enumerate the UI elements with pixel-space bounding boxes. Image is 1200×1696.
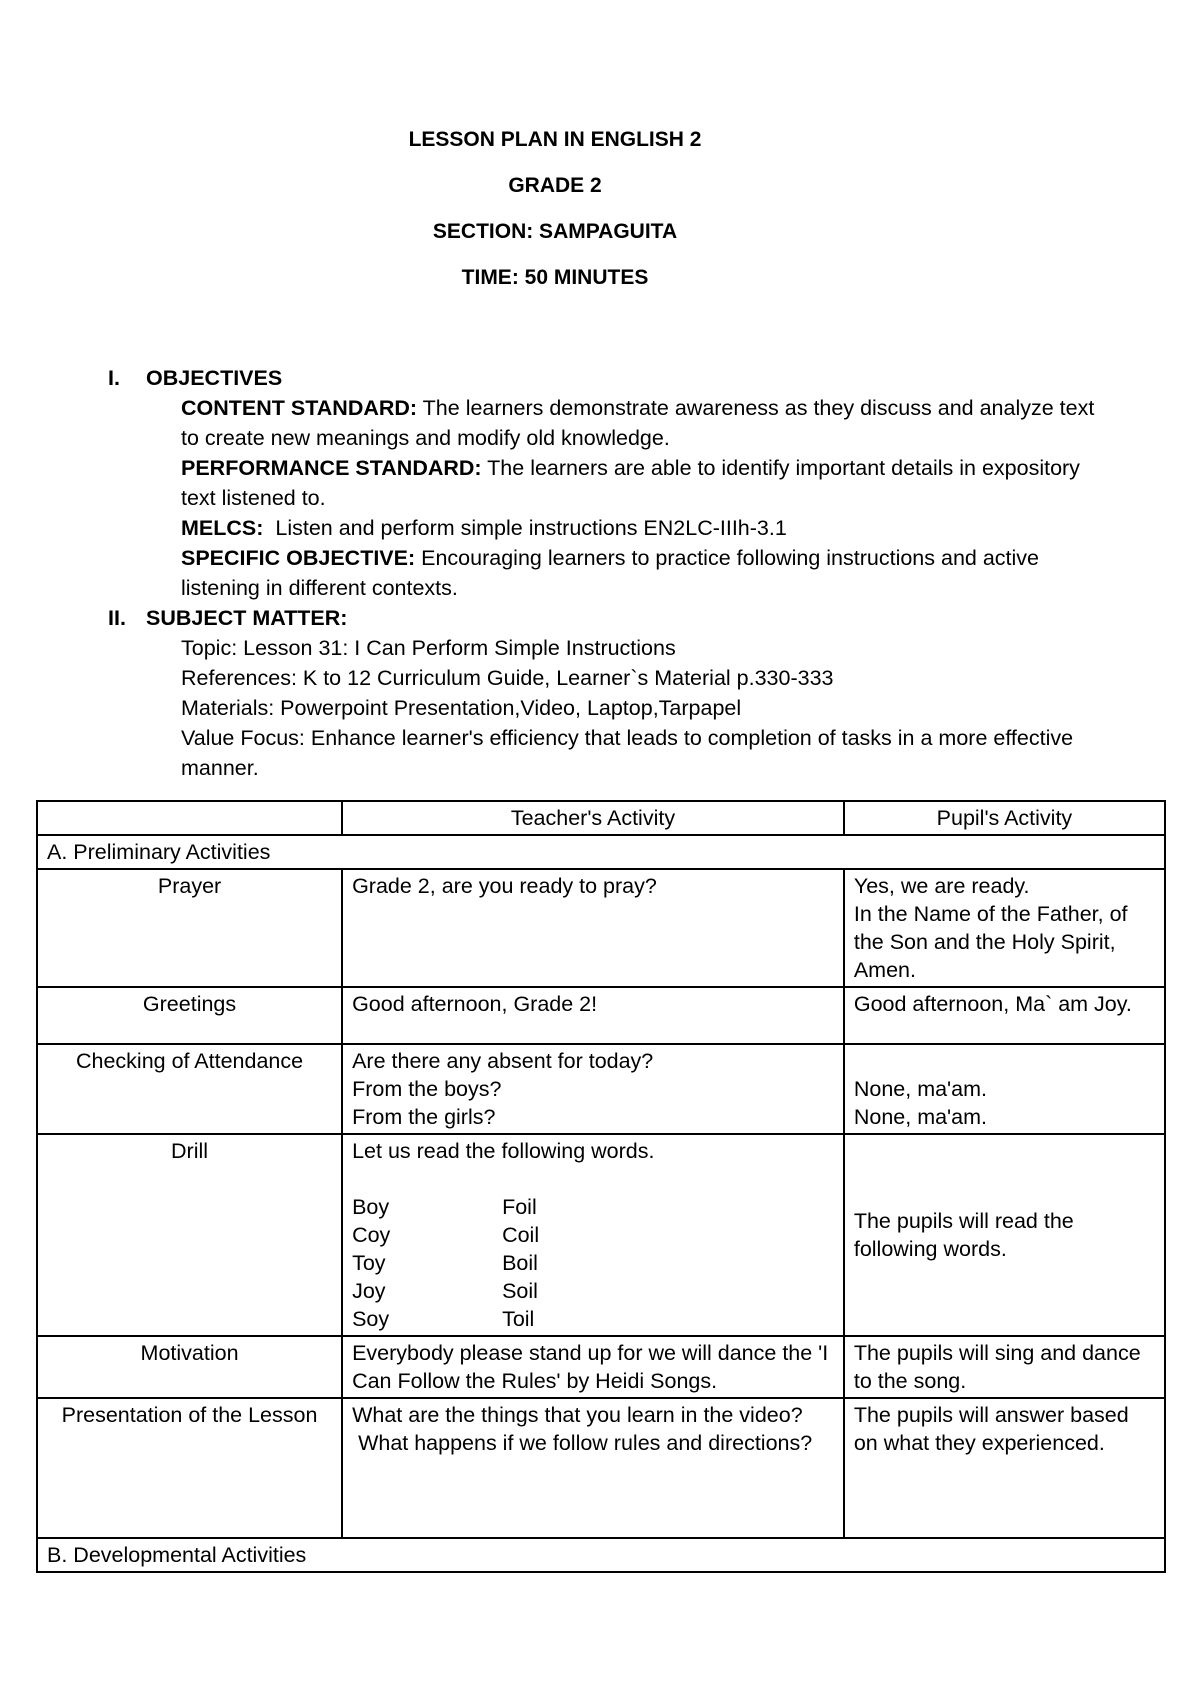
drill-intro: Let us read the following words.: [352, 1139, 655, 1163]
preliminary-activities-label: A. Preliminary Activities: [37, 835, 1165, 869]
time-line: TIME: 50 MINUTES: [461, 266, 649, 289]
table-row: [37, 869, 1165, 987]
objectives-body: [108, 393, 1108, 603]
section-row: [37, 1538, 1165, 1572]
word: Soil: [502, 1279, 538, 1303]
melcs: [181, 513, 1108, 543]
prayer-pupil-line-2: In the Name of the Father, of the Son and the Holy Spirit, Amen.: [853, 902, 1128, 982]
motivation-label: Motivation: [37, 1336, 342, 1398]
drill-teacher: [342, 1134, 844, 1336]
word: Coy: [352, 1223, 391, 1247]
section-line: SECTION: SAMPAGUITA: [432, 220, 678, 243]
drill-pupil-text: The pupils will read the following words.: [853, 1209, 1074, 1261]
attendance-label: Checking of Attendance: [37, 1044, 342, 1134]
melcs-text: Listen and perform simple instructions EN2LC-IIIh-3.1: [263, 516, 787, 540]
presentation-teacher: [342, 1398, 844, 1538]
objectives-heading-text: OBJECTIVES: [146, 366, 283, 390]
table-header-row: [37, 801, 1165, 835]
pupil-activity-header: Pupil's Activity: [844, 801, 1165, 835]
motivation-pupil: The pupils will sing and dance to the song.: [844, 1336, 1165, 1398]
presentation-label: Presentation of the Lesson: [37, 1398, 342, 1538]
performance-standard-label: PERFORMANCE STANDARD:: [181, 456, 482, 480]
word: Foil: [502, 1195, 537, 1219]
subject-matter-number: II.: [108, 606, 126, 630]
developmental-activities-label: B. Developmental Activities: [37, 1538, 1165, 1572]
attendance-pupil-line-2: None, ma'am.: [853, 1105, 988, 1129]
document-title: LESSON PLAN IN ENGLISH 2: [408, 128, 702, 151]
content-standard-label: CONTENT STANDARD:: [181, 396, 418, 420]
prayer-label: Prayer: [37, 869, 342, 987]
attendance-pupil-line-1: None, ma'am.: [853, 1077, 988, 1101]
activities-table: [36, 800, 1166, 1573]
word: Toil: [502, 1307, 535, 1331]
specific-objective-label: SPECIFIC OBJECTIVE:: [181, 546, 416, 570]
greetings-teacher: Good afternoon, Grade 2!: [342, 987, 844, 1044]
attendance-teacher-line-2: From the boys?: [352, 1077, 502, 1101]
presentation-teacher-line-2: What happens if we follow rules and directions?: [352, 1431, 813, 1455]
word: Coil: [502, 1223, 540, 1247]
motivation-teacher: Everybody please stand up for we will dance the 'I Can Follow the Rules' by Heidi Songs.: [342, 1336, 844, 1398]
word: Soy: [352, 1307, 390, 1331]
references: References: K to 12 Curriculum Guide, Learner`s Material p.330-333: [181, 666, 834, 690]
document-header: [0, 128, 1110, 312]
topic: Topic: Lesson 31: I Can Perform Simple Instructions: [181, 636, 676, 660]
attendance-teacher-line-3: From the girls?: [352, 1105, 496, 1129]
subject-matter-heading-text: SUBJECT MATTER:: [146, 606, 348, 630]
spacer: [854, 1047, 1155, 1075]
lesson-sections: [108, 363, 1108, 783]
specific-objective: [181, 543, 1108, 603]
objectives-number: I.: [108, 366, 120, 390]
section-row: [37, 835, 1165, 869]
table-row: [37, 1398, 1165, 1538]
word: Toy: [352, 1251, 386, 1275]
melcs-label: MELCS:: [181, 516, 264, 540]
word: Boy: [352, 1195, 390, 1219]
prayer-pupil: [844, 869, 1165, 987]
presentation-pupil: The pupils will answer based on what they experienced.: [844, 1398, 1165, 1538]
materials: Materials: Powerpoint Presentation,Video, Laptop,Tarpapel: [181, 696, 742, 720]
specific-objective-text: Encouraging learners to practice following instructions and active listening in different contexts.: [181, 546, 1039, 600]
word-pair: [352, 1305, 834, 1333]
subject-matter-heading: [108, 603, 1108, 633]
teacher-activity-header: Teacher's Activity: [342, 801, 844, 835]
content-standard-text: The learners demonstrate awareness as they discuss and analyze text to create new meanings and modify old knowledge.: [181, 396, 1095, 450]
table-row: [37, 1044, 1165, 1134]
prayer-pupil-line-1: Yes, we are ready.: [853, 874, 1030, 898]
word-pair: [352, 1249, 834, 1277]
objectives-heading: [108, 363, 1108, 393]
performance-standard-text: The learners are able to identify important details in expository text listened to.: [181, 456, 1080, 510]
content-standard: [181, 393, 1108, 453]
word: Joy: [352, 1279, 386, 1303]
attendance-pupil: [844, 1044, 1165, 1134]
table-row: [37, 1134, 1165, 1336]
attendance-teacher: [342, 1044, 844, 1134]
word: Boil: [502, 1251, 538, 1275]
presentation-teacher-line-1: What are the things that you learn in the video?: [352, 1403, 803, 1427]
word-pair: [352, 1193, 834, 1221]
performance-standard: [181, 453, 1108, 513]
subject-matter-body: [108, 633, 1108, 783]
greetings-label: Greetings: [37, 987, 342, 1044]
attendance-teacher-line-1: Are there any absent for today?: [352, 1049, 654, 1073]
drill-pupil: [844, 1134, 1165, 1336]
header-blank-cell: [37, 801, 342, 835]
word-pair: [352, 1221, 834, 1249]
table-row: [37, 1336, 1165, 1398]
spacer: [352, 1165, 834, 1193]
table-row: [37, 987, 1165, 1044]
drill-label: Drill: [37, 1134, 342, 1336]
prayer-teacher: Grade 2, are you ready to pray?: [342, 869, 844, 987]
greetings-pupil: Good afternoon, Ma` am Joy.: [844, 987, 1165, 1044]
word-pair: [352, 1277, 834, 1305]
grade-line: GRADE 2: [508, 174, 602, 197]
value-focus: Value Focus: Enhance learner's efficiency that leads to completion of tasks in a more effective manner.: [181, 726, 1074, 780]
